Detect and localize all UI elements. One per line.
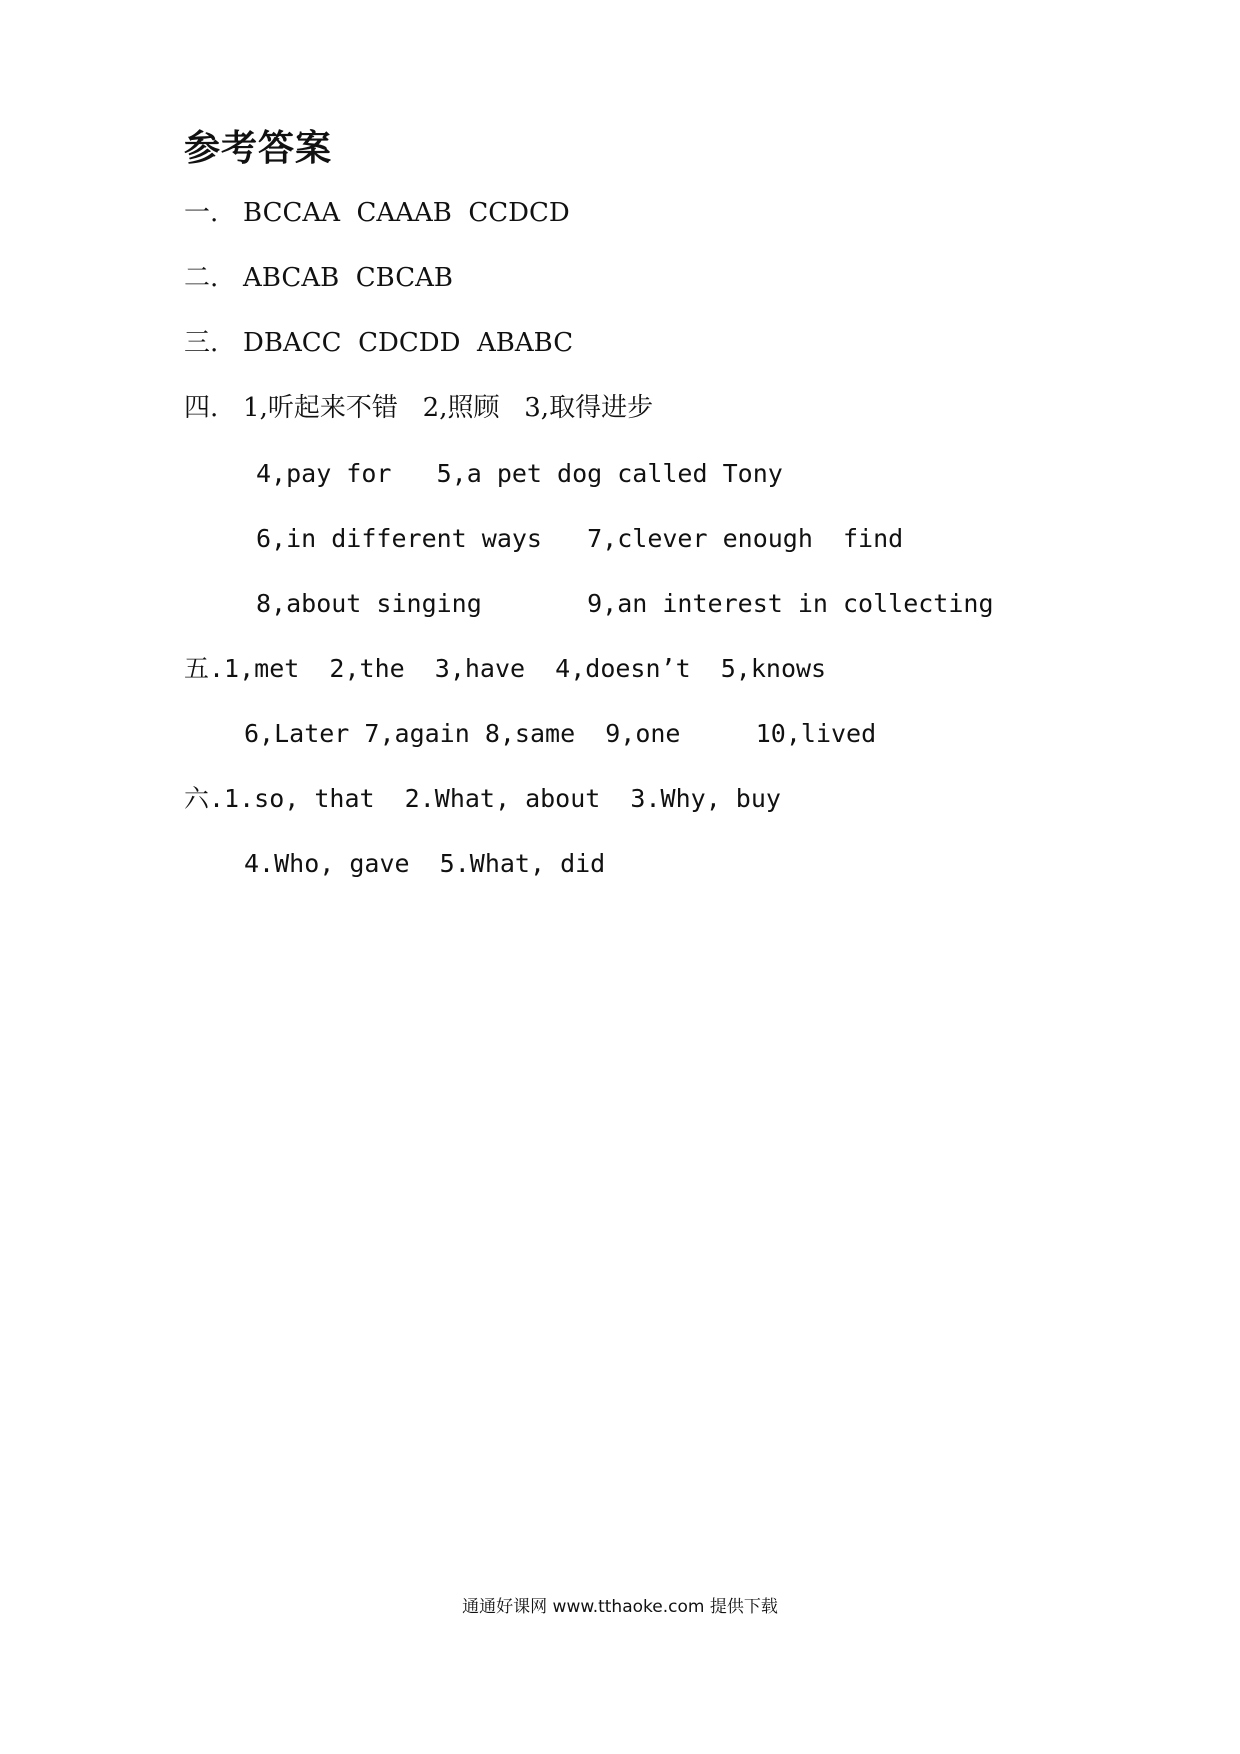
answer-section-4-line-2: 4,pay for 5,a pet dog called Tony [256, 459, 783, 488]
answer-section-6-line-2: 4.Who, gave 5.What, did [244, 849, 606, 878]
answer-section-2: 二. ABCAB CBCAB [184, 263, 453, 293]
answer-section-6: 六.1.so, that 2.What, about 3.Why, buy [184, 784, 781, 813]
page-footer: 通通好课网 www.tthaoke.com 提供下载 [462, 1597, 778, 1617]
answer-section-1: 一. BCCAA CAAAB CCDCD [184, 198, 570, 228]
answer-section-4: 四. 1,听起来不错 2,照顾 3,取得进步 [184, 393, 654, 423]
answer-section-3: 三. DBACC CDCDD ABABC [184, 328, 574, 358]
answer-section-4-line-3: 6,in different ways 7,clever enough find [256, 524, 904, 553]
answer-section-4-line-4: 8,about singing 9,an interest in collecting [256, 589, 994, 618]
page-title: 参考答案 [184, 128, 333, 169]
answer-section-5-line-2: 6,Later 7,again 8,same 9,one 10,lived [244, 719, 877, 748]
answer-section-5: 五.1,met 2,the 3,have 4,doesn’t 5,knows [184, 654, 827, 683]
